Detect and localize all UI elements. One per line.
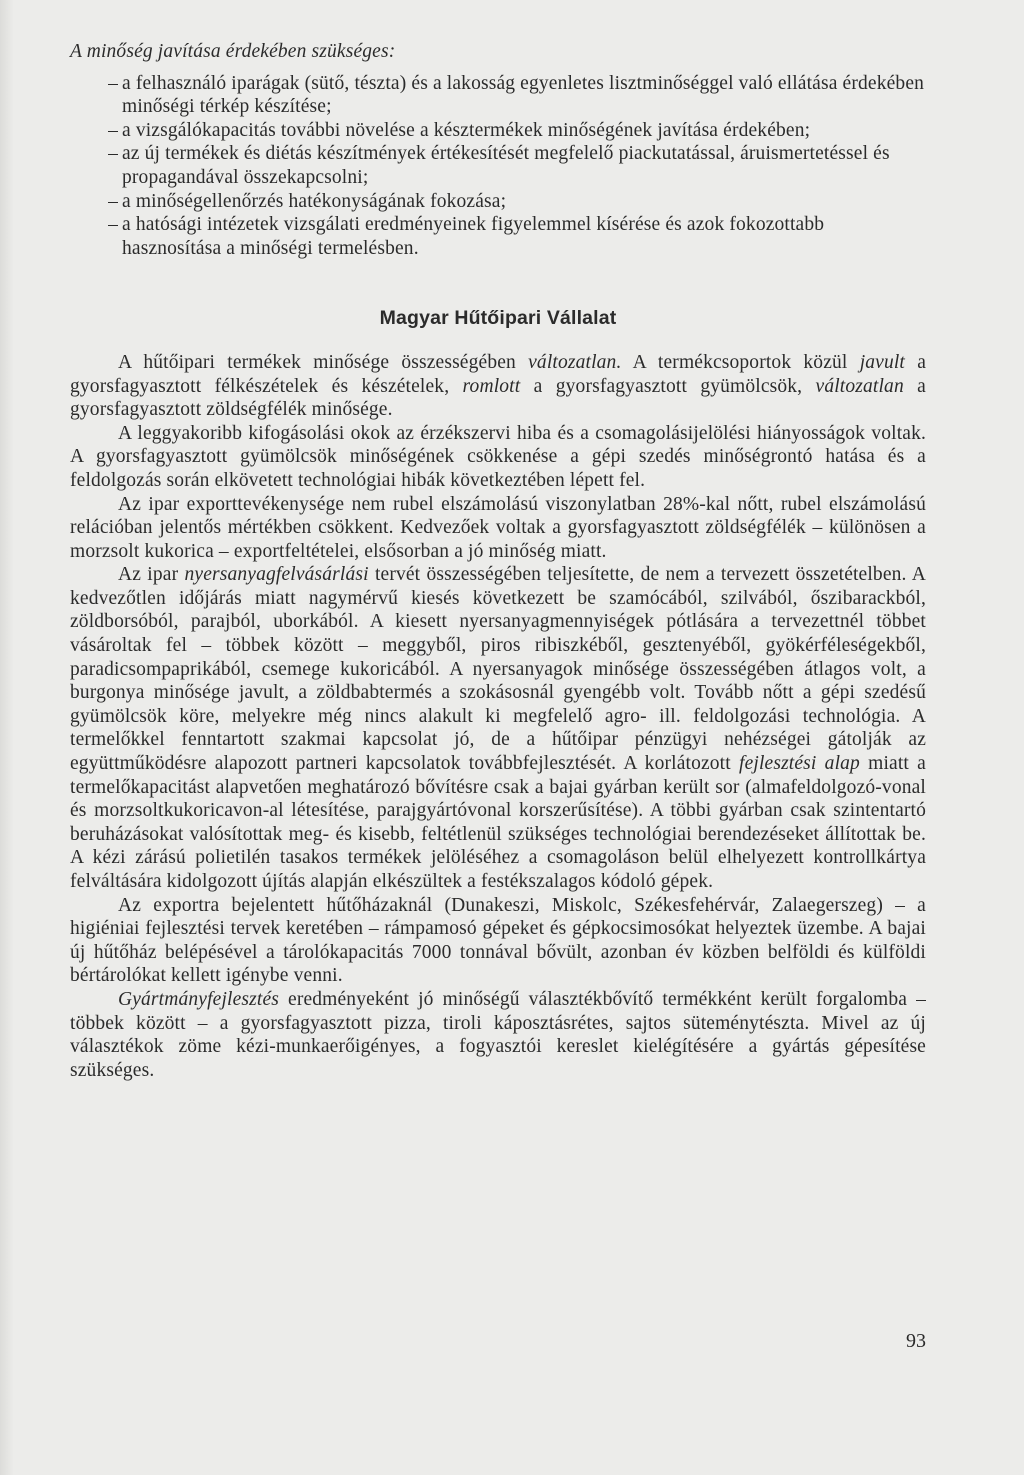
list-item	[70, 72, 926, 119]
body-paragraph	[70, 563, 926, 893]
page-edge-shadow	[0, 0, 14, 1475]
text-run: Az ipar exporttevékenysége nem rubel elszámolású viszonylatban 28%-kal nőtt, rubel elszámolású relációban jelentős mértékben csökkent. Kedvezőek voltak a gyorsfagyasztott zöldségfélék – különösen a morzsolt kukorica – exportfeltételei, elsősorban a jó minőség miatt.	[70, 493, 926, 562]
section-body	[70, 351, 926, 1082]
section-title: Magyar Hűtőipari Vállalat	[379, 307, 617, 330]
text-run: A leggyakoribb kifogásolási okok az érzékszervi hiba és a csomagolásijelölési hiányosságok voltak. A gyorsfagyasztott gyümölcsök minőségének csökkenése a gépi szedés minőségrontó hatása és a feldolgozás során elkövetett technológiai hibák következtében lépett fel.	[70, 422, 926, 491]
text-run: Az exportra bejelentett hűtőházaknál (Dunakeszi, Miskolc, Székesfehérvár, Zalaegerszeg) – a higiéniai fejlesztési tervek keretében – rámpamosó gépeket és gépkocsimosókat helyeztek üzembe. A bajai új hűtőház belépésével a tárolókapacitás 7000 tonnával bővült, azonban év közben belföldi és külföldi bértárolókat kellett igénybe venni.	[70, 894, 926, 987]
italic-run: javult	[859, 351, 905, 373]
body-paragraph	[70, 894, 926, 988]
body-paragraph	[70, 422, 926, 493]
intro-heading: A minőség javítása érdekében szükséges:	[70, 41, 396, 62]
list-item-text: a felhasználó iparágak (sütő, tészta) és a lakosság egyenletes lisztminőséggel való ellátása érdekében minőségi térkép készítése;	[122, 72, 925, 118]
list-item	[70, 190, 926, 214]
requirements-list	[70, 72, 926, 261]
italic-run: romlott	[462, 375, 521, 397]
text-run: A hűtőipari termékek minősége összességében	[118, 351, 529, 373]
list-dash: –	[108, 72, 118, 94]
italic-run: fejlesztési alap	[739, 753, 860, 775]
body-paragraph	[70, 988, 926, 1082]
list-item	[70, 142, 926, 189]
list-dash: –	[108, 214, 118, 236]
list-item-text: az új termékek és diétás készítmények értékesítését megfelelő piackutatással, áruismertetéssel és propagandával összekapcsolni;	[122, 143, 890, 188]
list-item-text: a vizsgálókapacitás további növelése a késztermékek minőségének javítása érdekében;	[122, 119, 811, 141]
list-dash: –	[108, 143, 118, 165]
list-item	[70, 119, 926, 143]
text-run: tervét összességében teljesítette, de nem a tervezett összetételben. A kedvezőtlen időjárás miatt nagymérvű kiesés következett be szamócából, szilvából, őszibarackból, zöldborsóból, parajból, uborkából. A kiesett nyersanyagmennyiségek pótlására a tervezettnél többet vásároltak fel – többek között – meggyből, piros ribiszkéből, gesztenyéből, gyökérféleségekből, paradicsompaprikából, csemege kukoricából. A nyersanyagok minősége összességében átlagos volt, a burgonya minősége javult, a zöldbabtermés a szokásosnál gyengébb volt. Tovább nőtt a gépi szedésű gyümölcsök köre, melyekre még nincs alakult ki megfelelő agro- ill. feldolgozási technológia. A termelőkkel fenntartott szakmai kapcsolat jó, de a hűtőipar pénzügyi nehézségei gátolják az együttműködésre alapozott partneri kapcsolatok továbbfejlesztését. A korlátozott	[70, 564, 926, 775]
page-content	[70, 40, 926, 1082]
list-item-text: a hatósági intézetek vizsgálati eredményeinek figyelemmel kísérése és azok fokozottabb hasznosítása a minőségi termelésben.	[122, 214, 825, 259]
text-run: Az ipar	[118, 564, 185, 586]
text-run: miatt a termelőkapacitást alapvetően meghatározó bővítésre csak a bajai gyárban került sor (almafeldolgozó-vonal és morzsoltkukoricavon-al létesítése, parajgyártóvonal korszerűsítése). A többi gyárban csak szintentartó beruházásokat valósítottak meg- és kisebb, feltétlenül szükséges technológiai berendezéseket állítottak be. A kézi zárású polietilén tasakos termékek jelöléséhez a csomagoláson belül elhelyezett kontrollkártya felváltására kidolgozott újítás alapján elkészültek a festékszalagos kódoló gépek.	[70, 753, 926, 892]
list-item-text: a minőségellenőrzés hatékonyságának fokozása;	[122, 190, 507, 212]
text-run: a gyorsfagyasztott zöldségfélék minősége.	[70, 375, 926, 421]
body-paragraph	[70, 351, 926, 422]
text-run: a gyorsfagyasztott gyümölcsök,	[520, 375, 816, 397]
text-run: a gyorsfagyasztott félkészételek és készételek,	[70, 351, 926, 397]
italic-run: változatlan.	[528, 351, 622, 373]
page-number: 93	[906, 1330, 926, 1352]
list-item	[70, 213, 926, 260]
body-paragraph	[70, 493, 926, 564]
italic-run: nyersanyagfelvásárlási	[184, 564, 369, 586]
italic-run: változatlan	[815, 375, 904, 397]
list-dash: –	[108, 190, 118, 212]
text-run: A termékcsoportok közül	[621, 351, 860, 373]
italic-run: Gyártmányfejlesztés	[118, 988, 279, 1010]
list-dash: –	[108, 119, 118, 141]
text-run: eredményeként jó minőségű választékbővítő termékként került forgalomba – többek között – a gyorsfagyasztott pizza, tiroli káposztásrétes, sajtos süteménytészta. Mivel az új választékok zöme kézi-munkaerőigényes, a fogyasztói kereslet kielégítésére a gyártás gépesítése szükséges.	[70, 988, 926, 1081]
